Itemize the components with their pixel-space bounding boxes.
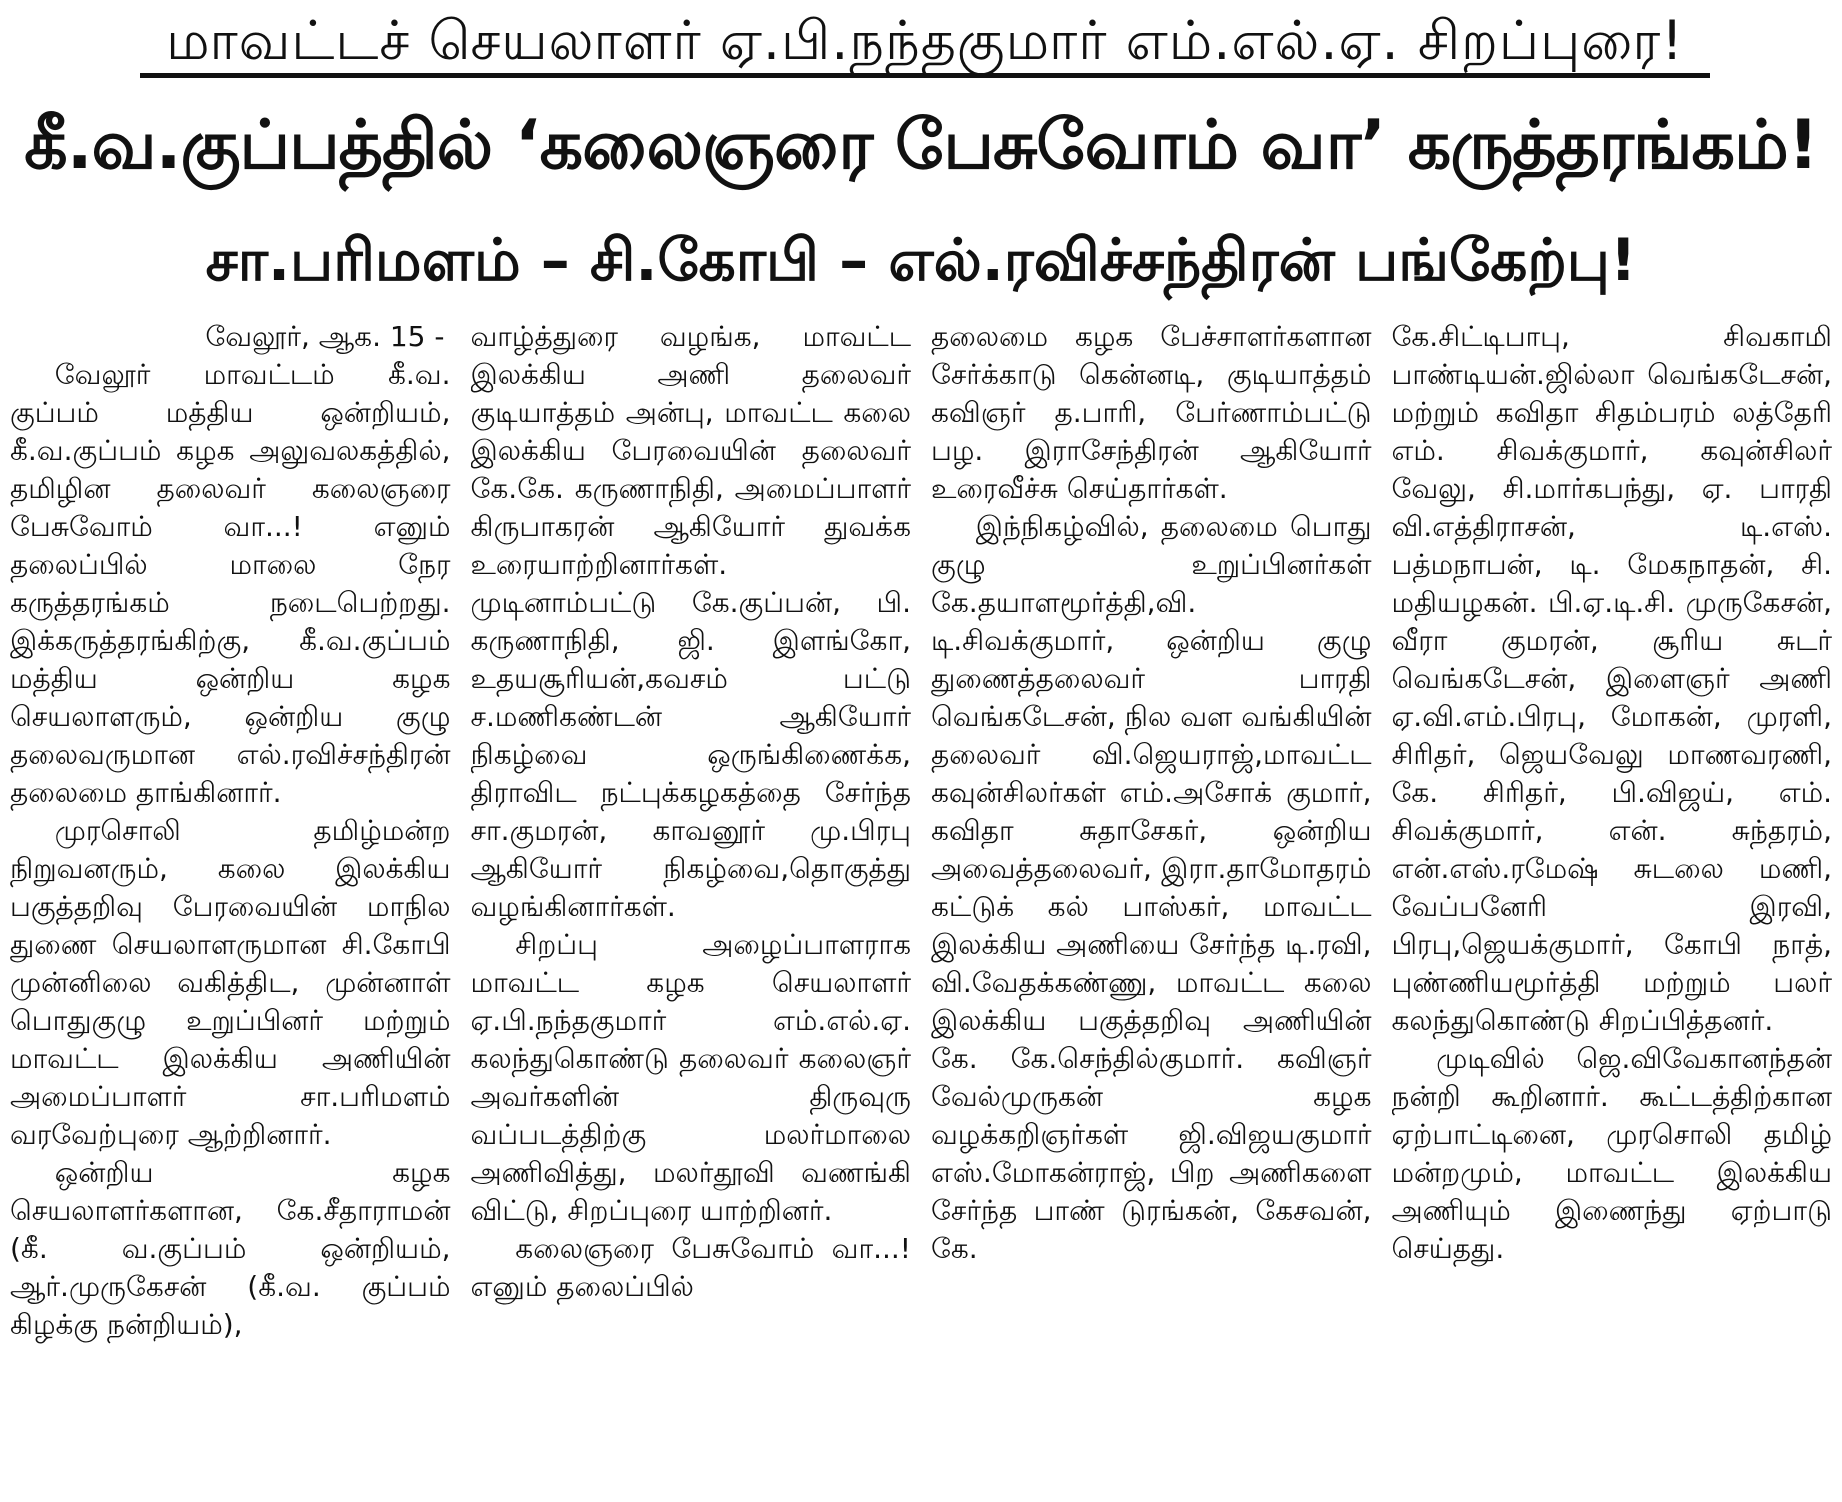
paragraph: இந்நிகழ்வில், தலைமை பொது குழு உறுப்பினர்கள் கே.தயாளமூர்த்தி,வி. டி.சிவக்குமார், ஒன்றிய குழு துணைத்தலைவர் பாரதி வெங்கடேசன், நில வள வங்கியின் தலைவர் வி.ஜெயராஜ்,மாவட்ட கவுன்சிலர்கள் எம்.அசோக் குமார், கவிதா சுதாசேகர், ஒன்றிய அவைத்தலைவர், இரா.தாமோதரம் கட்டுக் கல் பாஸ்கர், மாவட்ட இலக்கிய அணியை சேர்ந்த டி.ரவி, வி.வேதக்கண்ணு, மாவட்ட கலை இலக்கிய பகுத்தறிவு அணியின் கே. கே.செந்தில்குமார். கவிஞர் வேல்முருகன் கழக வழக்கறிஞர்கள் ஜி.விஜயகுமார் எஸ்.மோகன்ராஜ், பிற அணிகளை சேர்ந்த பாண் டுரங்கன், கேசவன், கே. [931,510,1372,1265]
sub-headline: சா.பரிமளம் – சி.கோபி – எல்.ரவிச்சந்திரன் பங்கேற்பு! [205,226,1637,294]
paragraph: முடிவில் ஜெ.விவேகானந்தன் நன்றி கூறினார். கூட்டத்திற்கான ஏற்பாட்டினை, முரசொலி தமிழ் மன்றமும், மாவட்ட இலக்கிய அணியும் இணைந்து ஏற்பாடு செய்தது. [1391,1042,1832,1265]
column-2 [471,318,912,1498]
column-3 [931,318,1372,1498]
paragraph: வேலூர் மாவட்டம் கீ.வ. குப்பம் மத்திய ஒன்றியம், கீ.வ.குப்பம் கழக அலுவலகத்தில், தமிழின தலைவர் கலைஞரை பேசுவோம் வா...! எனும் தலைப்பில் மாலை நேர கருத்தரங்கம் நடைபெற்றது. இக்கருத்தரங்கிற்கு, கீ.வ.குப்பம் மத்திய ஒன்றிய கழக செயலாளரும், ஒன்றிய குழு தலைவருமான எல்.ரவிச்சந்திரன் தலைமை தாங்கினார். [10,358,451,809]
column-4 [1392,318,1833,1498]
article-body [10,318,1832,1498]
paragraph: ஒன்றிய கழக செயலாளர்களான, கே.சீதாராமன் (கீ. வ.குப்பம் ஒன்றியம், ஆர்.முருகேசன் (கீ.வ. குப்பம் கிழக்கு நன்றியம்), [10,1156,451,1341]
paragraph: வாழ்த்துரை வழங்க, மாவட்ட இலக்கிய அணி தலைவர் குடியாத்தம் அன்பு, மாவட்ட கலை இலக்கிய பேரவையின் தலைவர் கே.கே. கருணாநிதி, அமைப்பாளர் கிருபாகரன் ஆகியோர் துவக்க உரையாற்றினார்கள். முடினாம்பட்டு கே.குப்பன், பி. கருணாநிதி, ஜி. இளங்கோ, உதயசூரியன்,கவசம் பட்டு ச.மணிகண்டன் ஆகியோர் நிகழ்வை ஒருங்கிணைக்க, திராவிட நட்புக்கழகத்தை சேர்ந்த சா.குமரன், காவனூர் மு.பிரபு ஆகியோர் நிகழ்வை,தொகுத்து வழங்கினார்கள். [470,320,911,923]
paragraph: தலைமை கழக பேச்சாளர்களான சேர்க்காடு கென்னடி, குடியாத்தம் கவிஞர் த.பாரி, பேர்ணாம்பட்டு பழ. இராசேந்திரன் ஆகியோர் உரைவீச்சு செய்தார்கள். [931,320,1372,505]
kicker-headline: மாவட்டச் செயலாளர் ஏ.பி.நந்தகுமார் எம்.எல்.ஏ. சிறப்புரை! [140,6,1710,78]
dateline: வேலூர், ஆக. 15 - [205,320,445,353]
paragraph: முரசொலி தமிழ்மன்ற நிறுவனரும், கலை இலக்கிய பகுத்தறிவு பேரவையின் மாநில துணை செயலாளருமான சி.கோபி முன்னிலை வகித்திட, முன்னாள் பொதுகுழு உறுப்பினர் மற்றும் மாவட்ட இலக்கிய அணியின் அமைப்பாளர் சா.பரிமளம் வரவேற்புரை ஆற்றினார். [10,814,451,1151]
paragraph: கலைஞரை பேசுவோம் வா...! எனும் தலைப்பில் [470,1232,911,1303]
column-1 [10,318,451,1498]
paragraph: சிறப்பு அழைப்பாளராக மாவட்ட கழக செயலாளர் ஏ.பி.நந்தகுமார் எம்.எல்.ஏ. கலந்துகொண்டு தலைவர் கலைஞர் அவர்களின் திருவுரு வப்படத்திற்கு மலர்மாலை அணிவித்து, மலர்தூவி வணங்கி விட்டு, சிறப்புரை யாற்றினர். [470,928,911,1227]
paragraph: கே.சிட்டிபாபு, சிவகாமி பாண்டியன்.ஜில்லா வெங்கடேசன், மற்றும் கவிதா சிதம்பரம் லத்தேரி எம். சிவக்குமார், கவுன்சிலர் வேலு, சி.மார்கபந்து, ஏ. பாரதி வி.எத்திராசன், டி.எஸ். பத்மநாபன், டி. மேகநாதன், சி. மதியழகன். பி.ஏ.டி.சி. முருகேசன், வீரா குமரன், சூரிய சுடர் வெங்கடேசன், இளைஞர் அணி ஏ.வி.எம்.பிரபு, மோகன், முரளி, சிரிதர், ஜெயவேலு மாணவரணி, கே. சிரிதர், பி.விஜய், எம். சிவக்குமார், என். சுந்தரம், என்.எஸ்.ரமேஷ் சுடலை மணி, வேப்பனேரி இரவி, பிரபு,ஜெயக்குமார், கோபி நாத், புண்ணியமூர்த்தி மற்றும் பலர் கலந்துகொண்டு சிறப்பித்தனர். [1391,320,1832,1037]
main-headline: கீ.வ.குப்பத்தில் ‘கலைஞரை பேசுவோம் வா’ கருத்தரங்கம்! [24,106,1818,185]
